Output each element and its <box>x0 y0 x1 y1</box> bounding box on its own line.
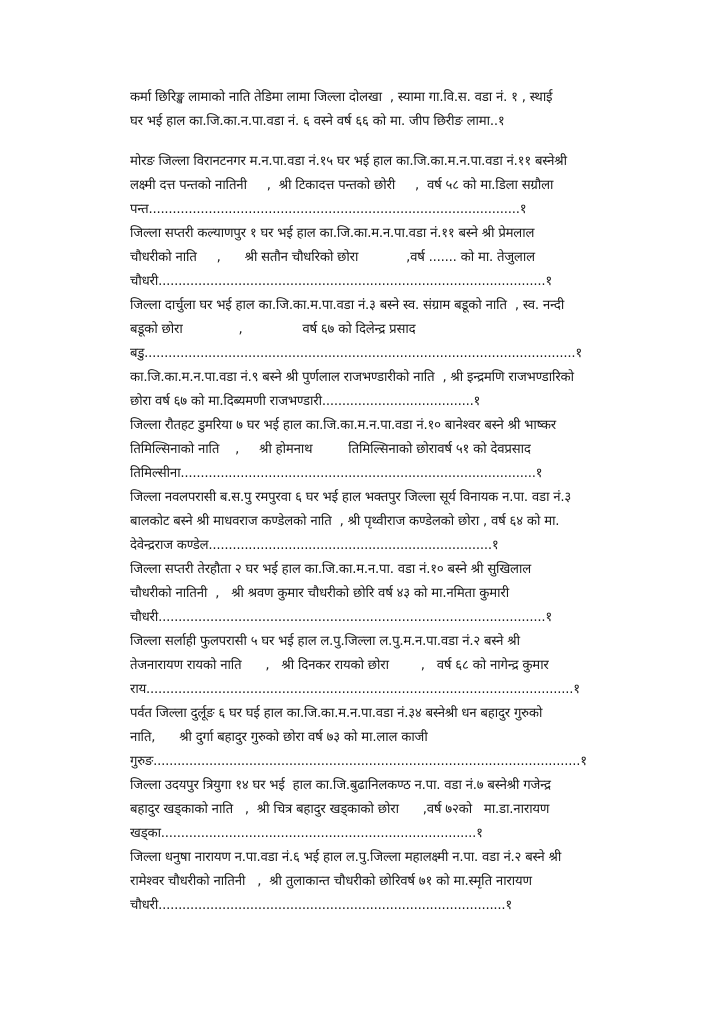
entry-line: कर्मा छिरिङ्ख लामाको नाति तेडिमा लामा जिल्ला दोलखा , स्यामा गा.वि.स. वडा नं. १ , स्थाई <box>130 90 553 105</box>
entry-line: लक्ष्मी दत्त पन्तको नातिनी , श्री टिकादत्त पन्तको छोरी , वर्ष ५८ को मा.डिला सग्रौला <box>130 178 554 193</box>
entry-line: चौधरी.................................................................................................१ <box>130 274 552 289</box>
entry-line: गुरुङ...........................................................................................................१ <box>130 754 587 769</box>
document-body <box>130 86 650 918</box>
entry-line: पन्त.............................................................................................१ <box>130 202 527 217</box>
entry-line: तिमिल्सीना.........................................................................................१ <box>130 466 543 481</box>
entry-7 <box>130 486 650 558</box>
entry-8 <box>130 558 650 630</box>
entry-line: मोरङ जिल्ला विरानटनगर म.न.पा.वडा नं.१५ घर भई हाल का.जि.का.म.न.पा.वडा नं.११ बस्नेश्री <box>130 154 567 169</box>
entry-line: का.जि.का.म.न.पा.वडा नं.९ बस्ने श्री पुर्णलाल राजभण्डारीको नाति , श्री इन्द्रमणि राजभण्डारिको <box>130 370 574 385</box>
entry-10 <box>130 702 650 774</box>
entry-line: बहादुर खड्काको नाति , श्री चित्र बहादुर खड्काको छोरा ,वर्ष ७२को मा.डा.नारायण <box>130 802 550 817</box>
entry-line: जिल्ला रौतहट डुमरिया ७ घर भई हाल का.जि.का.म.न.पा.वडा नं.१० बानेश्वर बस्ने श्री भाष्कर <box>130 418 556 433</box>
entry-line: जिल्ला सप्तरी तेरहौता २ घर भई हाल का.जि.का.म.न.पा. वडा नं.१० बस्ने श्री सुखिलाल <box>130 562 531 577</box>
entry-line: पर्वत जिल्ला दुर्लूङ ६ घर घई हाल का.जि.का.म.न.पा.वडा नं.३४ बस्नेश्री धन बहादुर गुरुको <box>130 706 543 721</box>
entry-line: चौधरी.......................................................................................१ <box>130 898 513 913</box>
entry-line: जिल्ला उदयपुर त्रियुगा १४ घर भई हाल का.जि.बुढानिलकण्ठ न.पा. वडा नं.७ बस्नेश्री गजेन्द्र <box>130 778 551 793</box>
entry-11 <box>130 774 650 846</box>
entry-line: जिल्ला दार्चुला घर भई हाल का.जि.का.म.पा.वडा नं.३ बस्ने स्व. संग्राम बडूको नाति , स्व. नन्दी <box>130 298 565 313</box>
entry-line: तेजनारायण रायको नाति , श्री दिनकर रायको छोरा , वर्ष ६८ को नागेन्द्र कुमार <box>130 658 549 673</box>
entry-line: जिल्ला नवलपरासी ब.स.पु रमपुरवा ६ घर भई हाल भक्तपुर जिल्ला सूर्य विनायक न.पा. वडा नं.३ <box>130 490 572 505</box>
entry-line: खड्का...............................................................................१ <box>130 826 483 841</box>
entry-line: जिल्ला सर्लाही फुलपरासी ५ घर भई हाल ल.पु.जिल्ला ल.पु.म.न.पा.वडा नं.२ बस्ने श्री <box>130 634 520 649</box>
entry-line: राय...........................................................................................................१ <box>130 682 580 697</box>
entry-2 <box>130 150 650 222</box>
entry-line: नाति, श्री दुर्गा बहादुर गुरुको छोरा वर्ष ७३ को मा.लाल काजी <box>130 730 428 745</box>
entry-9 <box>130 630 650 702</box>
entry-line: बालकोट बस्ने श्री माधवराज कण्डेलको नाति , श्री पृथ्वीराज कण्डेलको छोरा , वर्ष ६४ को मा. <box>130 514 560 529</box>
entry-line: घर भई हाल का.जि.का.न.पा.वडा नं. ६ वस्ने वर्ष ६६ को मा. जीप छिरीङ लामा..१ <box>130 114 505 129</box>
entry-6 <box>130 414 650 486</box>
entry-12 <box>130 846 650 918</box>
entry-line: रामेश्वर चौधरीको नातिनी , श्री तुलाकान्त चौधरीको छोरिवर्ष ७१ को मा.स्मृति नारायण <box>130 874 532 889</box>
entry-line: देवेन्द्रराज कण्डेल.......................................................................१ <box>130 538 499 553</box>
entry-line: छोरा वर्ष ६७ को मा.दिब्यमणी राजभण्डारी......................................१ <box>130 394 481 409</box>
entry-line: तिमिल्सिनाको नाति , श्री होमनाथ तिमिल्सिनाको छोरावर्ष ५१ को देवप्रसाद <box>130 442 531 457</box>
entry-line: चौधरीको नातिनी , श्री श्रवण कुमार चौधरीको छोरि वर्ष ४३ को मा.नमिता कुमारी <box>130 586 509 601</box>
entry-line: जिल्ला सप्तरी कल्याणपुर १ घर भई हाल का.जि.का.म.न.पा.वडा नं.११ बस्ने श्री प्रेमलाल <box>130 226 535 241</box>
entry-line: चौधरी.................................................................................................१ <box>130 610 552 625</box>
entry-3 <box>130 222 650 294</box>
entry-4 <box>130 294 650 366</box>
entry-1 <box>130 86 650 134</box>
entry-line: बडूको छोरा , वर्ष ६७ को दिलेन्द्र प्रसाद <box>130 322 416 337</box>
entry-line: जिल्ला धनुषा नारायण न.पा.वडा नं.६ भई हाल ल.पु.जिल्ला महालक्ष्मी न.पा. वडा नं.२ बस्ने श्री <box>130 850 562 865</box>
entry-line: बडु............................................................................................................१ <box>130 346 582 361</box>
entry-line: चौधरीको नाति , श्री सतौन चौधरिको छोरा ,वर्ष ....... को मा. तेजुलाल <box>130 250 535 265</box>
entry-5 <box>130 366 650 414</box>
